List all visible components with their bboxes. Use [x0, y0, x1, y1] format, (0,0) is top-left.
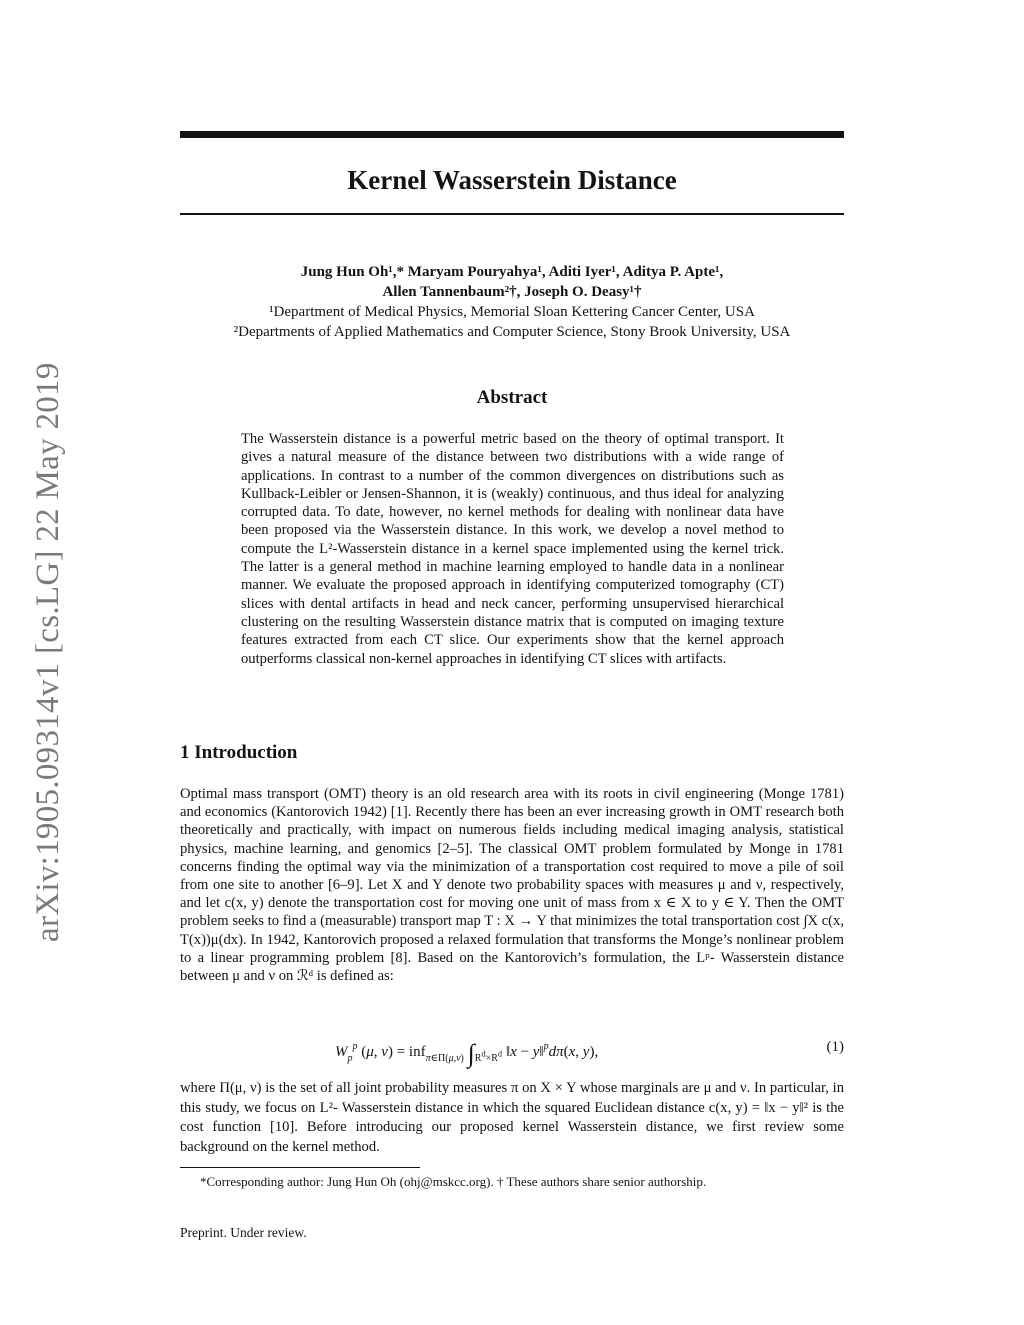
author-block	[150, 262, 874, 342]
title-rule-bottom	[180, 213, 844, 215]
equation-number: (1)	[826, 1039, 844, 1055]
paper-title: Kernel Wasserstein Distance	[347, 165, 677, 195]
abstract-heading: Abstract	[476, 387, 548, 408]
affiliation-1: ¹Department of Medical Physics, Memorial Sloan Kettering Cancer Center, USA	[269, 304, 755, 320]
footnote-rule	[180, 1167, 420, 1168]
equation-1	[180, 1031, 844, 1071]
wasserstein-formula: $W_p^p$ (μ, ν) = inf$_{\pi\in\Pi(\mu,\nu)}$ $\int_{R^d\times R^d}$ ‖x − y‖$^p$dπ(x, y),	[335, 1039, 599, 1068]
title-rule-top	[180, 131, 844, 138]
introduction-heading: 1 Introduction	[180, 742, 298, 763]
arxiv-identifier: arXiv:1905.09314v1 [cs.LG] 22 May 2019	[30, 362, 66, 942]
affiliation-2: ²Departments of Applied Mathematics and Computer Science, Stony Brook University, USA	[233, 324, 791, 340]
footnote: *Corresponding author: Jung Hun Oh (ohj@mskcc.org). † These authors share senior authorship.	[200, 1174, 707, 1189]
abstract-text: The Wasserstein distance is a powerful metric based on the theory of optimal transport. It gives a natural measure of the distance between two distributions with a wide range of applications. In contrast to a number of the common divergences on distributions such as Kullback-Leibler or Jensen-Shannon, it is (weakly) continuous, and thus ideal for analyzing corrupted data. To date, however, no kernel methods for dealing with nonlinear data have been proposed via the Wasserstein distance. In this work, we develop a novel method to compute the L²-Wasserstein distance in a kernel space implemented using the kernel trick. The latter is a general method in machine learning employed to handle data in a nonlinear manner. We evaluate the proposed approach in identifying computerized tomography (CT) slices with dental artifacts in head and neck cancer, performing unsupervised hierarchical clustering on the resulting Wasserstein distance matrix that is computed on imaging texture features extracted from each CT slice. Our experiments show that the kernel approach outperforms classical non-kernel approaches in identifying CT slices with artifacts.	[241, 431, 784, 667]
authors-line-1: Jung Hun Oh¹,* Maryam Pouryahya¹, Aditi Iyer¹, Aditya P. Apte¹,	[300, 264, 724, 280]
introduction-paragraph-1: Optimal mass transport (OMT) theory is an old research area with its roots in civil engineering (Monge 1781) and economics (Kantorovich 1942) [1]. Recently there has been an ever increasing growth in OMT research both theoretically and practically, with impact on numerous fields including medical imaging analysis, statistical physics, machine learning, and genomics [2–5]. The classical OMT problem formulated by Monge in 1781 concerns finding the optimal way via the minimization of a transportation cost required to move a pile of soil from one site to another [6–9]. Let X and Y denote two probability spaces with measures μ and ν, respectively, and let c(x, y) denote the transportation cost for moving one unit of mass from x ∈ X to y ∈ Y. Then the OMT problem seeks to find a (measurable) transport map T : X → Y that minimizes the total transportation cost ∫X c(x, T(x))μ(dx). In 1942, Kantorovich proposed a relaxed formulation that transforms the Monge’s nonlinear problem to a linear programming problem [8]. Based on the Kantorovich’s formulation, the Lᵖ- Wasserstein distance between μ and ν on ℛᵈ is defined as:	[180, 786, 844, 985]
preprint-notice: Preprint. Under review.	[180, 1225, 307, 1240]
introduction-paragraph-2: where Π(μ, ν) is the set of all joint probability measures π on X × Y whose marginals are μ and ν. In particular, in this study, we focus on L²- Wasserstein distance in which the squared Euclidean distance c(x, y) = ‖x − y‖² is the cost function [10]. Before introducing our proposed kernel Wasserstein distance, we first review some background on the kernel method.	[180, 1080, 844, 1155]
authors-line-2: Allen Tannenbaum²†, Joseph O. Deasy¹†	[382, 284, 642, 300]
